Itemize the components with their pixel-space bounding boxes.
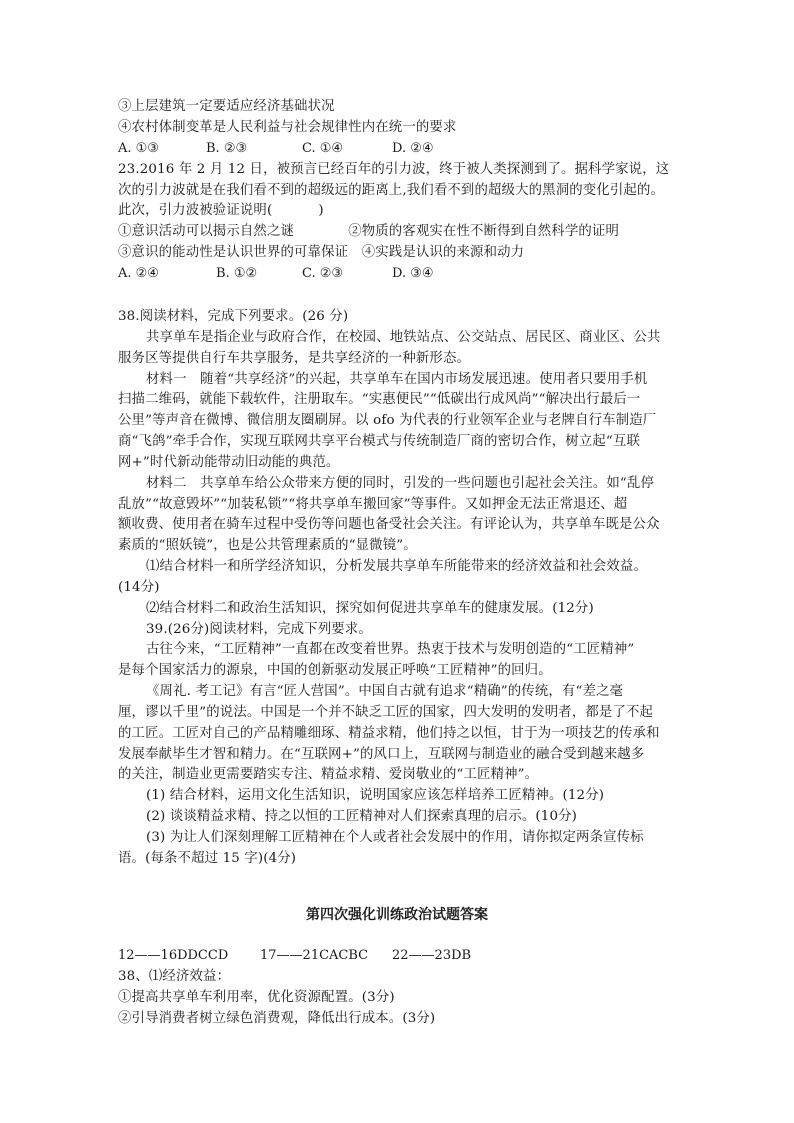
q22-item-4: ④农村体制变革是人民利益与社会规律性内在统一的要求	[118, 120, 457, 135]
answer-key-title: 第四次强化训练政治试题答案	[306, 907, 488, 923]
q22-item-3: ③上层建筑一定要适应经济基础状况	[118, 99, 335, 114]
q39-para-1-line-2: 是每个国家活力的源泉，中国的创新驱动发展正呼唤“工匠精神”的回归。	[118, 663, 552, 678]
q23-stem-line-3	[118, 201, 324, 221]
q23-stem-line-1: 23.2016 年 2 月 12 日，被预言已经百年的引力波，终于被人类探测到了。据科学家说，这	[118, 162, 670, 177]
q23-option-b: B. ①②	[216, 266, 258, 281]
answer-38-point-1: ①提高共享单车利用率，优化资源配置。(3分)	[118, 990, 395, 1005]
q38-subquestion-1-line-2: (14分)	[118, 580, 160, 595]
q39-para-2-line-2: 厘，谬以千里”的说法。中国是一个并不缺乏工匠的国家，四大发明的发明者，都是了不起	[118, 705, 654, 720]
q23-choices-row-2: ③意识的能动性是认识世界的可靠保证 ④实践是认识的来源和动力	[118, 245, 525, 260]
q39-subquestion-1: (1) 结合材料，运用文化生活知识，说明国家应该怎样培养工匠精神。(12分)	[146, 788, 605, 803]
q23-option-a: A. ②④	[118, 266, 159, 281]
q38-material-2-line-3: 额收费、使用者在骑车过程中受伤等问题也备受社会关注。有评论认为，共享单车既是公众	[118, 517, 660, 532]
q23-stem-prefix: 此次，引力波被验证说明(	[118, 203, 273, 218]
q38-material-1-line-5: 网+”时代新动能带动旧动能的典范。	[118, 455, 340, 470]
q23-stem-line-2: 次的引力波就是在我们看不到的超级远的距离上,我们看不到的超级大的黑洞的变化引起的。	[118, 183, 665, 198]
q38-material-2-line-4: 素质的“照妖镜”，也是公共管理素质的“显微镜”。	[118, 538, 417, 553]
q39-subquestion-2: (2) 谈谈精益求精、持之以恒的工匠精神对人们探索真理的启示。(10分)	[146, 809, 578, 824]
q39-subquestion-3-line-1: (3) 为让人们深刻理解工匠精神在个人或者社会发展中的作用，请你拟定两条宣传标	[146, 830, 644, 845]
q39-para-2-line-3: 的工匠。工匠对自己的产品精雕细琢、精益求精，他们持之以恒，甘于为一项技艺的传承和	[118, 726, 660, 741]
answer-38-point-2: ②引导消费者树立绿色消费观，降低出行成本。(3分)	[118, 1011, 436, 1026]
answer-key-17-21: 17——21CACBC	[260, 948, 369, 963]
q38-intro-line-1: 共享单车是指企业与政府合作，在校园、地铁站点、公交站点、居民区、商业区、公共	[146, 330, 661, 345]
q38-material-1-line-1: 材料一 随着“共享经济”的兴起，共享单车在国内市场发展迅速。使用者只要用手机	[146, 372, 648, 387]
q22-option-c: C. ①④	[302, 141, 344, 156]
q23-option-c: C. ②③	[302, 266, 344, 281]
q22-option-a: A. ①③	[118, 141, 159, 156]
q22-option-b: B. ②③	[206, 141, 248, 156]
q38-subquestion-1-line-1: ⑴结合材料一和所学经济知识，分析发展共享单车所能带来的经济效益和社会效益。	[146, 559, 648, 574]
q39-heading: 39.(26分)阅读材料，完成下列要求。	[146, 622, 372, 637]
q23-choices-row-1: ①意识活动可以揭示自然之谜 ②物质的客观实在性不断得到自然科学的证明	[118, 224, 620, 239]
q38-intro-line-2: 服务区等提供自行车共享服务，是共享经济的一种新形态。	[118, 351, 471, 366]
q39-para-2-line-1: 《周礼. 考工记》有言“匠人营国”。中国自古就有追求“精确”的传统，有“差之毫	[146, 684, 624, 699]
q22-option-d: D. ②④	[392, 141, 434, 156]
q39-para-2-line-5: 的关注，制造业更需要踏实专注、精益求精、爱岗敬业的“工匠精神”。	[118, 767, 539, 782]
q38-heading: 38.阅读材料，完成下列要求。(26 分)	[118, 309, 349, 324]
q23-stem-suffix: )	[318, 203, 324, 218]
q39-para-2-line-4: 发展奉献毕生才智和精力。在“互联网+”的风口上，互联网与制造业的融合受到越来越多	[118, 747, 645, 762]
q38-material-2-line-2: 乱放”“故意毁坏”“加装私锁”“将共享单车搬回家”等事件。又如押金无法正常退还、超	[118, 497, 628, 512]
q38-material-1-line-2: 扫描二维码，就能下载软件，注册取车。“实惠便民”“低碳出行成风尚”“解决出行最后一	[118, 392, 641, 407]
q38-subquestion-2: ⑵结合材料二和政治生活知识，探究如何促进共享单车的健康发展。(12分)	[146, 601, 594, 616]
q38-material-1-line-4: 商“飞鸽”牵手合作，实现互联网共享平台模式与传统制造厂商的密切合作，树立起“互联	[118, 434, 640, 449]
answer-38-heading: 38、⑴经济效益：	[118, 969, 231, 984]
q23-option-d: D. ③④	[392, 266, 434, 281]
q39-para-1-line-1: 古往今来，“工匠精神”一直都在改变着世界。热衷于技术与发明创造的“工匠精神”	[146, 642, 635, 657]
answer-key-12-16: 12——16DDCCD	[118, 948, 229, 963]
answer-key-22-23: 22——23DB	[392, 948, 472, 963]
q38-material-1-line-3: 公里”等声音在微博、微信朋友圈刷屏。以 ofo 为代表的行业领军企业与老牌自行车制造厂	[118, 413, 657, 428]
q38-material-2-line-1: 材料二 共享单车给公众带来方便的同时，引发的一些问题也引起社会关注。如“乱停	[146, 476, 654, 491]
q39-subquestion-3-line-2: 语。(每条不超过 15 字)(4分)	[118, 851, 297, 866]
